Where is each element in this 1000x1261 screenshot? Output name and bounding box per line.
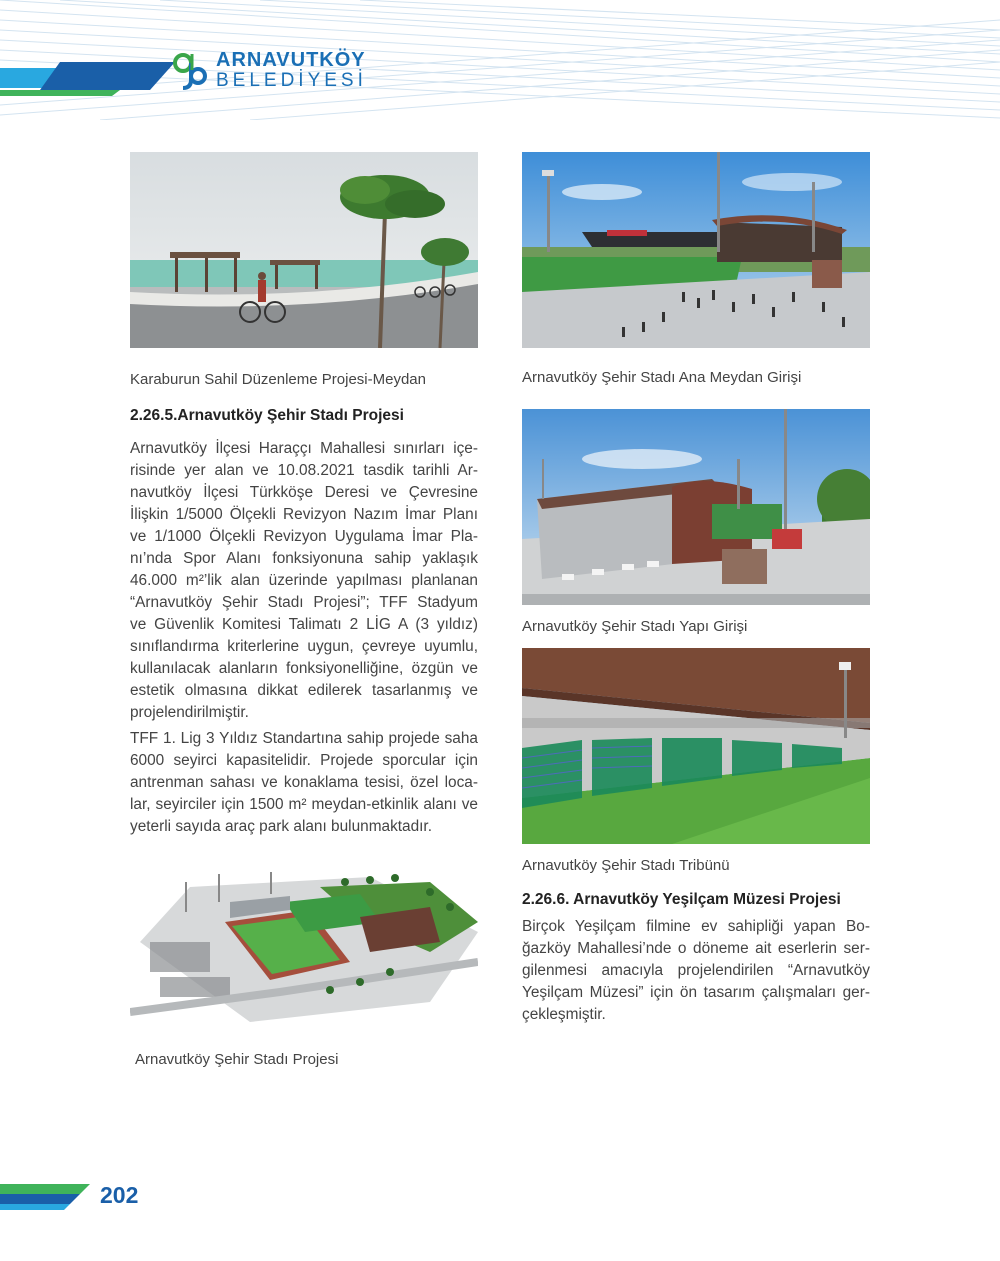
text-line: lar, seyirciler için 1500 m² meydan-etkinlik alanı ve bbox=[130, 796, 478, 813]
text-line: nı’nda Spor Alanı fonksiyonuna sahip yaklaşık bbox=[130, 550, 478, 567]
page-number: 202 bbox=[100, 1182, 139, 1208]
text-line: antrenman sahası ve konaklama tesisi, özel loca- bbox=[130, 774, 478, 791]
text-line: sınıflandırma kriterlerine uygun, çevreye uyumlu, bbox=[130, 638, 478, 655]
stadium-building-entrance-photo bbox=[522, 409, 870, 605]
text-line: risinde yer alan ve 10.08.2021 tasdik tarihli Ar- bbox=[130, 462, 478, 479]
stadium-paragraph-2 bbox=[130, 728, 478, 838]
arnavutkoy-logo-icon bbox=[170, 50, 210, 90]
text-line: 46.000 m²’lik alan üzerinde yapılması planlanan bbox=[130, 572, 478, 589]
stadium-paragraph-1 bbox=[130, 438, 478, 724]
header-decoration bbox=[0, 0, 1000, 120]
stadium-plaza-caption: Arnavutköy Şehir Stadı Ana Meydan Girişi bbox=[522, 369, 802, 386]
karaburun-photo bbox=[130, 152, 478, 348]
museum-paragraph bbox=[522, 916, 870, 1026]
text-line: yeterli sayıda araç park alanı bulunmaktadır. bbox=[130, 818, 432, 835]
text-line: TFF 1. Lig 3 Yıldız Standartına sahip projede saha bbox=[130, 730, 478, 747]
text-line: çekleşmiştir. bbox=[522, 1006, 606, 1023]
stadium-plaza-photo bbox=[522, 152, 870, 348]
section-heading-stadium: 2.26.5.Arnavutköy Şehir Stadı Projesi bbox=[130, 407, 404, 424]
text-line: Arnavutköy İlçesi Haraççı Mahallesi sınırları içe- bbox=[130, 440, 478, 457]
logo-subtitle: BELEDİYESİ bbox=[216, 70, 367, 91]
text-line: İlişkin 1/5000 Ölçekli Revizyon Nazım İmar Planı bbox=[130, 506, 478, 523]
text-line: Birçok Yeşilçam filmine ev sahipliği yapan Bo- bbox=[522, 918, 870, 935]
stadium-aerial-photo bbox=[130, 862, 478, 1030]
text-line: ve 1/1000 Ölçekli Revizyon Uygulama İmar Pla- bbox=[130, 528, 478, 545]
text-line: 6000 seyirci kapasitelidir. Projede sporcular için bbox=[130, 752, 478, 769]
text-line: Yeşilçam Müzesi” için ön tasarım çalışmaları ger- bbox=[522, 984, 870, 1001]
text-line: “Arnavutköy Şehir Stadı Projesi”; TFF Stadyum bbox=[130, 594, 478, 611]
text-line: navutköy İlçesi Türkköşe Deresi ve Çevresine bbox=[130, 484, 478, 501]
stadium-building-entrance-caption: Arnavutköy Şehir Stadı Yapı Girişi bbox=[522, 618, 748, 635]
footer-band bbox=[0, 1180, 100, 1214]
stadium-aerial-caption: Arnavutköy Şehir Stadı Projesi bbox=[135, 1051, 339, 1068]
header-band bbox=[0, 0, 1000, 120]
text-line: kullanılacak alanların fonksiyonelliğine, özgün ve bbox=[130, 660, 478, 677]
text-line: ve Güvenlik Komitesi Talimatı 2 LİG A (3 yıldız) bbox=[130, 616, 478, 633]
stadium-tribune-caption: Arnavutköy Şehir Stadı Tribünü bbox=[522, 857, 730, 874]
logo-title: ARNAVUTKÖY bbox=[216, 49, 366, 71]
karaburun-caption: Karaburun Sahil Düzenleme Projesi-Meydan bbox=[130, 371, 426, 388]
municipality-logo bbox=[170, 50, 367, 90]
text-line: projelendirilmiştir. bbox=[130, 704, 249, 721]
text-line: estetik olmasına dikkat edilerek tasarlanmış ve bbox=[130, 682, 478, 699]
stadium-tribune-photo bbox=[522, 648, 870, 844]
text-line: gilenmesi amacıyla projelendirilen “Arnavutköy bbox=[522, 962, 870, 979]
section-heading-museum: 2.26.6. Arnavutköy Yeşilçam Müzesi Projesi bbox=[522, 891, 841, 908]
text-line: ğazköy Mahallesi’nde o döneme ait eserlerin ser- bbox=[522, 940, 870, 957]
